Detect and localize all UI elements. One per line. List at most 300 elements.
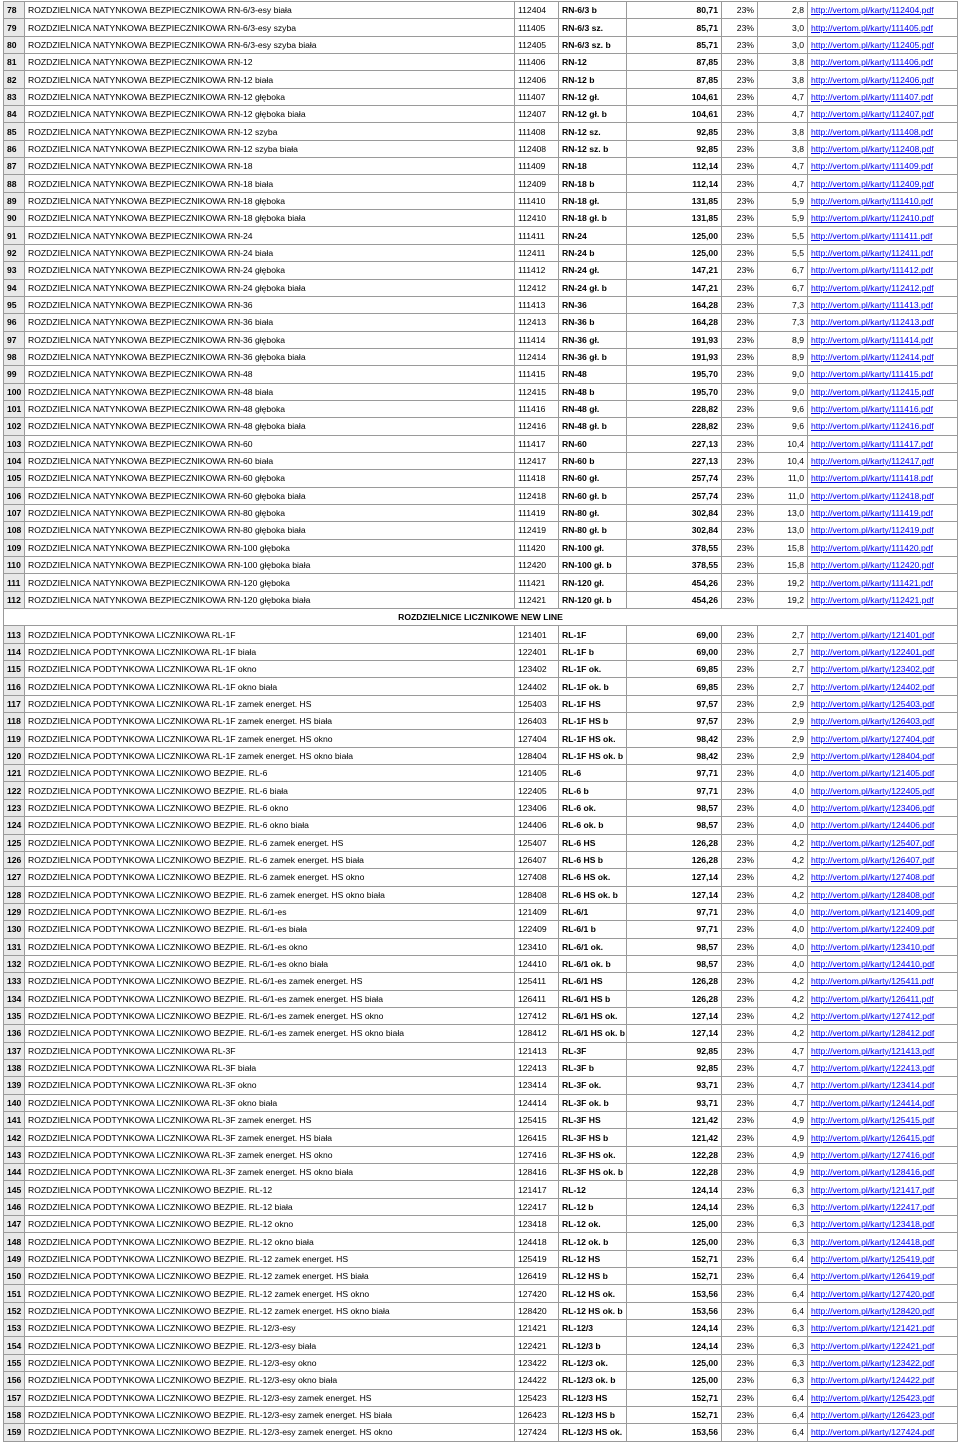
datasheet-link[interactable]: http://vertom.pl/karty/111421.pdf [811, 577, 933, 588]
row-number: 138 [4, 1059, 25, 1076]
table-row [4, 244, 958, 261]
table-row [4, 1268, 958, 1285]
datasheet-link[interactable]: http://vertom.pl/karty/127412.pdf [811, 1011, 935, 1022]
product-name: ROZDZIELNICA NATYNKOWA BEZPIECZNIKOWA RN-60 biała [25, 452, 515, 469]
product-price: 228,82 [627, 418, 722, 435]
vat-rate: 23% [722, 1320, 758, 1337]
product-code: 111415 [515, 366, 559, 383]
product-name: ROZDZIELNICA NATYNKOWA BEZPIECZNIKOWA RN-18 głęboka biała [25, 210, 515, 227]
datasheet-link-cell [808, 765, 958, 782]
product-name: ROZDZIELNICA NATYNKOWA BEZPIECZNIKOWA RN-24 [25, 227, 515, 244]
product-symbol: RN-60 gł. [559, 470, 627, 487]
product-weight: 2,7 [758, 661, 808, 678]
product-name: ROZDZIELNICA NATYNKOWA BEZPIECZNIKOWA RN-36 głęboka [25, 331, 515, 348]
product-weight: 6,3 [758, 1372, 808, 1389]
datasheet-link[interactable]: http://vertom.pl/karty/123410.pdf [811, 941, 935, 952]
datasheet-link[interactable]: http://vertom.pl/karty/112411.pdf [811, 247, 933, 258]
datasheet-link[interactable]: http://vertom.pl/karty/125407.pdf [811, 837, 935, 848]
product-name: ROZDZIELNICA NATYNKOWA BEZPIECZNIKOWA RN-48 głęboka [25, 400, 515, 417]
product-weight: 4,0 [758, 903, 808, 920]
datasheet-link-cell [808, 1025, 958, 1042]
datasheet-link[interactable]: http://vertom.pl/karty/112405.pdf [811, 39, 934, 50]
datasheet-link[interactable]: http://vertom.pl/karty/111420.pdf [811, 542, 933, 553]
datasheet-link[interactable]: http://vertom.pl/karty/112415.pdf [811, 386, 934, 397]
row-number: 131 [4, 938, 25, 955]
product-symbol: RL-6 HS ok. b [559, 886, 627, 903]
section-title: ROZDZIELNICE LICZNIKOWE NEW LINE [4, 609, 958, 626]
product-name: ROZDZIELNICA PODTYNKOWA LICZNIKOWA RL-3F okno biała [25, 1094, 515, 1111]
vat-rate: 23% [722, 1129, 758, 1146]
table-row [4, 765, 958, 782]
vat-rate: 23% [722, 244, 758, 261]
datasheet-link-cell [808, 886, 958, 903]
datasheet-link[interactable]: http://vertom.pl/karty/111413.pdf [811, 300, 933, 311]
datasheet-link[interactable]: http://vertom.pl/karty/112408.pdf [811, 143, 934, 154]
datasheet-link[interactable]: http://vertom.pl/karty/127424.pdf [811, 1427, 935, 1438]
product-name: ROZDZIELNICA PODTYNKOWA LICZNIKOWA RL-3F zamek energet. HS okno [25, 1146, 515, 1163]
product-name: ROZDZIELNICA PODTYNKOWA LICZNIKOWA RL-1F zamek energet. HS biała [25, 713, 515, 730]
datasheet-link[interactable]: http://vertom.pl/karty/126415.pdf [811, 1132, 935, 1143]
product-symbol: RL-3F ok. [559, 1077, 627, 1094]
datasheet-link-cell [808, 539, 958, 556]
table-row [4, 1233, 958, 1250]
product-weight: 2,7 [758, 678, 808, 695]
product-weight: 8,9 [758, 348, 808, 365]
product-price: 112,14 [627, 175, 722, 192]
product-price: 98,57 [627, 938, 722, 955]
product-price: 125,00 [627, 244, 722, 261]
datasheet-link[interactable]: http://vertom.pl/karty/111410.pdf [811, 195, 933, 206]
product-code: 111412 [515, 262, 559, 279]
product-symbol: RL-6/1 HS [559, 973, 627, 990]
datasheet-link-cell [808, 1354, 958, 1371]
product-name: ROZDZIELNICA NATYNKOWA BEZPIECZNIKOWA RN-24 biała [25, 244, 515, 261]
datasheet-link[interactable]: http://vertom.pl/karty/111409.pdf [811, 161, 933, 172]
table-row [4, 227, 958, 244]
product-code: 112415 [515, 383, 559, 400]
datasheet-link[interactable]: http://vertom.pl/karty/127404.pdf [811, 733, 935, 744]
datasheet-link[interactable]: http://vertom.pl/karty/111416.pdf [811, 404, 933, 415]
datasheet-link[interactable]: http://vertom.pl/karty/128420.pdf [811, 1305, 935, 1316]
product-weight: 5,5 [758, 227, 808, 244]
row-number: 91 [4, 227, 25, 244]
product-price: 127,14 [627, 1007, 722, 1024]
datasheet-link[interactable]: http://vertom.pl/karty/122417.pdf [811, 1201, 935, 1212]
product-weight: 4,9 [758, 1129, 808, 1146]
product-code: 112413 [515, 314, 559, 331]
product-rows-rn [4, 2, 958, 609]
datasheet-link-cell [808, 1285, 958, 1302]
product-symbol: RN-48 gł. b [559, 418, 627, 435]
product-weight: 4,0 [758, 817, 808, 834]
row-number: 114 [4, 643, 25, 660]
product-name: ROZDZIELNICA PODTYNKOWA LICZNIKOWO BEZPIE. RL-6/1-es zamek energet. HS okno [25, 1007, 515, 1024]
datasheet-link[interactable]: http://vertom.pl/karty/121421.pdf [811, 1323, 935, 1334]
product-price: 125,00 [627, 227, 722, 244]
datasheet-link[interactable]: http://vertom.pl/karty/111415.pdf [811, 369, 933, 380]
datasheet-link-cell [808, 1320, 958, 1337]
datasheet-link[interactable]: http://vertom.pl/karty/112406.pdf [811, 74, 934, 85]
product-name: ROZDZIELNICA PODTYNKOWA LICZNIKOWO BEZPIE. RL-12/3-esy zamek energet. HS okno [25, 1424, 515, 1441]
table-row [4, 400, 958, 417]
datasheet-link-cell [808, 1389, 958, 1406]
product-weight: 6,3 [758, 1198, 808, 1215]
datasheet-link[interactable]: http://vertom.pl/karty/126423.pdf [811, 1410, 935, 1421]
row-number: 85 [4, 123, 25, 140]
product-name: ROZDZIELNICA PODTYNKOWA LICZNIKOWO BEZPIE. RL-12/3-esy zamek energet. HS [25, 1389, 515, 1406]
product-symbol: RN-24 gł. [559, 262, 627, 279]
product-weight: 11,0 [758, 487, 808, 504]
vat-rate: 23% [722, 886, 758, 903]
product-name: ROZDZIELNICA PODTYNKOWA LICZNIKOWO BEZPIE. RL-12 zamek energet. HS okno [25, 1285, 515, 1302]
product-code: 128420 [515, 1302, 559, 1319]
product-symbol: RL-6/1 ok. [559, 938, 627, 955]
datasheet-link-cell [808, 279, 958, 296]
product-weight: 4,2 [758, 1025, 808, 1042]
datasheet-link[interactable]: http://vertom.pl/karty/128404.pdf [811, 750, 935, 761]
datasheet-link[interactable]: http://vertom.pl/karty/127408.pdf [811, 872, 935, 883]
product-price: 121,42 [627, 1129, 722, 1146]
datasheet-link-cell [808, 869, 958, 886]
product-price: 153,56 [627, 1302, 722, 1319]
product-code: 123402 [515, 661, 559, 678]
product-symbol: RN-60 gł. b [559, 487, 627, 504]
product-price: 98,42 [627, 747, 722, 764]
product-weight: 3,0 [758, 19, 808, 36]
row-number: 140 [4, 1094, 25, 1111]
datasheet-link[interactable]: http://vertom.pl/karty/121417.pdf [811, 1184, 935, 1195]
vat-rate: 23% [722, 522, 758, 539]
row-number: 152 [4, 1302, 25, 1319]
datasheet-link[interactable]: http://vertom.pl/karty/111406.pdf [811, 57, 933, 68]
row-number: 82 [4, 71, 25, 88]
datasheet-link[interactable]: http://vertom.pl/karty/121409.pdf [811, 907, 935, 918]
product-name: ROZDZIELNICA PODTYNKOWA LICZNIKOWO BEZPIE. RL-6 zamek energet. HS [25, 834, 515, 851]
product-price: 378,55 [627, 557, 722, 574]
product-code: 124414 [515, 1094, 559, 1111]
datasheet-link[interactable]: http://vertom.pl/karty/125411.pdf [811, 976, 934, 987]
product-code: 123418 [515, 1216, 559, 1233]
product-name: ROZDZIELNICA PODTYNKOWA LICZNIKOWA RL-3F biała [25, 1059, 515, 1076]
product-symbol: RN-80 gł. [559, 504, 627, 521]
datasheet-link[interactable]: http://vertom.pl/karty/124422.pdf [811, 1375, 935, 1386]
row-number: 129 [4, 903, 25, 920]
vat-rate: 23% [722, 1250, 758, 1267]
datasheet-link[interactable]: http://vertom.pl/karty/128412.pdf [811, 1028, 935, 1039]
datasheet-link[interactable]: http://vertom.pl/karty/124418.pdf [811, 1236, 935, 1247]
datasheet-link[interactable]: http://vertom.pl/karty/111407.pdf [811, 91, 933, 102]
vat-rate: 23% [722, 1025, 758, 1042]
product-code: 125419 [515, 1250, 559, 1267]
datasheet-link[interactable]: http://vertom.pl/karty/123418.pdf [811, 1219, 935, 1230]
datasheet-link[interactable]: http://vertom.pl/karty/111417.pdf [811, 438, 933, 449]
datasheet-link[interactable]: http://vertom.pl/karty/122401.pdf [811, 646, 935, 657]
product-weight: 2,9 [758, 747, 808, 764]
datasheet-link-cell [808, 348, 958, 365]
datasheet-link[interactable]: http://vertom.pl/karty/112410.pdf [811, 213, 934, 224]
datasheet-link[interactable]: http://vertom.pl/karty/124402.pdf [811, 681, 935, 692]
datasheet-link[interactable]: http://vertom.pl/karty/112421.pdf [811, 594, 934, 605]
product-code: 111420 [515, 539, 559, 556]
table-row [4, 921, 958, 938]
datasheet-link-cell [808, 851, 958, 868]
product-symbol: RL-6/1 HS b [559, 990, 627, 1007]
product-name: ROZDZIELNICA PODTYNKOWA LICZNIKOWO BEZPIE. RL-6 biała [25, 782, 515, 799]
product-weight: 4,9 [758, 1146, 808, 1163]
row-number: 99 [4, 366, 25, 383]
datasheet-link[interactable]: http://vertom.pl/karty/127420.pdf [811, 1288, 935, 1299]
product-symbol: RL-3F HS ok. b [559, 1164, 627, 1181]
product-weight: 6,4 [758, 1302, 808, 1319]
datasheet-link[interactable]: http://vertom.pl/karty/121413.pdf [811, 1045, 935, 1056]
vat-rate: 23% [722, 1077, 758, 1094]
datasheet-link[interactable]: http://vertom.pl/karty/128416.pdf [811, 1167, 935, 1178]
vat-rate: 23% [722, 106, 758, 123]
product-code: 111410 [515, 192, 559, 209]
datasheet-link[interactable]: http://vertom.pl/karty/112414.pdf [811, 352, 934, 363]
product-code: 126411 [515, 990, 559, 1007]
product-price: 152,71 [627, 1406, 722, 1423]
product-code: 122413 [515, 1059, 559, 1076]
table-row [4, 1077, 958, 1094]
product-symbol: RL-12 HS [559, 1250, 627, 1267]
product-weight: 4,9 [758, 1112, 808, 1129]
datasheet-link[interactable]: http://vertom.pl/karty/125419.pdf [811, 1253, 935, 1264]
table-row [4, 1198, 958, 1215]
datasheet-link[interactable]: http://vertom.pl/karty/112409.pdf [811, 178, 934, 189]
row-number: 103 [4, 435, 25, 452]
datasheet-link[interactable]: http://vertom.pl/karty/111412.pdf [811, 265, 933, 276]
row-number: 144 [4, 1164, 25, 1181]
datasheet-link-cell [808, 695, 958, 712]
product-weight: 9,6 [758, 418, 808, 435]
datasheet-link[interactable]: http://vertom.pl/karty/127416.pdf [811, 1149, 935, 1160]
datasheet-link[interactable]: http://vertom.pl/karty/112418.pdf [811, 490, 934, 501]
product-symbol: RL-12 [559, 1181, 627, 1198]
product-price: 69,85 [627, 678, 722, 695]
datasheet-link[interactable]: http://vertom.pl/karty/121401.pdf [811, 629, 935, 640]
datasheet-link[interactable]: http://vertom.pl/karty/124414.pdf [811, 1097, 935, 1108]
product-weight: 4,0 [758, 955, 808, 972]
table-row [4, 1406, 958, 1423]
datasheet-link[interactable]: http://vertom.pl/karty/121405.pdf [811, 768, 935, 779]
product-code: 127424 [515, 1424, 559, 1441]
vat-rate: 23% [722, 418, 758, 435]
datasheet-link[interactable]: http://vertom.pl/karty/111405.pdf [811, 22, 933, 33]
datasheet-link-cell [808, 626, 958, 643]
product-name: ROZDZIELNICA PODTYNKOWA LICZNIKOWO BEZPIE. RL-12 zamek energet. HS biała [25, 1268, 515, 1285]
table-row [4, 851, 958, 868]
datasheet-link-cell [808, 591, 958, 608]
datasheet-link[interactable]: http://vertom.pl/karty/112407.pdf [811, 109, 934, 120]
datasheet-link-cell [808, 990, 958, 1007]
product-code: 111414 [515, 331, 559, 348]
product-price: 131,85 [627, 210, 722, 227]
product-symbol: RN-12 sz. [559, 123, 627, 140]
table-row [4, 539, 958, 556]
product-code: 112411 [515, 244, 559, 261]
datasheet-link[interactable]: http://vertom.pl/karty/123414.pdf [811, 1080, 935, 1091]
table-row [4, 175, 958, 192]
vat-rate: 23% [722, 366, 758, 383]
row-number: 81 [4, 54, 25, 71]
datasheet-link[interactable]: http://vertom.pl/karty/111411.pdf [811, 230, 933, 241]
datasheet-link[interactable]: http://vertom.pl/karty/125403.pdf [811, 698, 935, 709]
product-name: ROZDZIELNICA NATYNKOWA BEZPIECZNIKOWA RN-12 szyba biała [25, 140, 515, 157]
datasheet-link-cell [808, 938, 958, 955]
datasheet-link-cell [808, 418, 958, 435]
product-weight: 4,7 [758, 1094, 808, 1111]
product-code: 124418 [515, 1233, 559, 1250]
table-row [4, 1354, 958, 1371]
vat-rate: 23% [722, 1424, 758, 1441]
product-name: ROZDZIELNICA PODTYNKOWA LICZNIKOWA RL-3F zamek energet. HS okno biała [25, 1164, 515, 1181]
datasheet-link-cell [808, 192, 958, 209]
datasheet-link[interactable]: http://vertom.pl/karty/122421.pdf [811, 1340, 935, 1351]
datasheet-link[interactable]: http://vertom.pl/karty/122405.pdf [811, 785, 935, 796]
datasheet-link-cell [808, 799, 958, 816]
datasheet-link-cell [808, 1424, 958, 1441]
datasheet-link[interactable]: http://vertom.pl/karty/125415.pdf [811, 1115, 935, 1126]
product-weight: 6,4 [758, 1389, 808, 1406]
product-weight: 3,8 [758, 123, 808, 140]
product-weight: 4,0 [758, 782, 808, 799]
datasheet-link-cell [808, 296, 958, 313]
product-weight: 19,2 [758, 591, 808, 608]
datasheet-link[interactable]: http://vertom.pl/karty/124406.pdf [811, 820, 935, 831]
row-number: 132 [4, 955, 25, 972]
product-symbol: RL-12/3 ok. [559, 1354, 627, 1371]
datasheet-link[interactable]: http://vertom.pl/karty/123422.pdf [811, 1357, 935, 1368]
product-symbol: RN-36 [559, 296, 627, 313]
datasheet-link[interactable]: http://vertom.pl/karty/123402.pdf [811, 664, 935, 675]
datasheet-link[interactable]: http://vertom.pl/karty/112412.pdf [811, 282, 934, 293]
datasheet-link[interactable]: http://vertom.pl/karty/112419.pdf [811, 525, 934, 536]
row-number: 119 [4, 730, 25, 747]
table-row [4, 1389, 958, 1406]
product-price: 80,71 [627, 2, 722, 19]
product-weight: 6,3 [758, 1233, 808, 1250]
product-name: ROZDZIELNICA NATYNKOWA BEZPIECZNIKOWA RN-12 głęboka biała [25, 106, 515, 123]
product-name: ROZDZIELNICA PODTYNKOWA LICZNIKOWA RL-3F [25, 1042, 515, 1059]
row-number: 107 [4, 504, 25, 521]
product-weight: 7,3 [758, 314, 808, 331]
product-price: 131,85 [627, 192, 722, 209]
row-number: 105 [4, 470, 25, 487]
product-code: 111408 [515, 123, 559, 140]
product-symbol: RN-48 [559, 366, 627, 383]
datasheet-link[interactable]: http://vertom.pl/karty/111408.pdf [811, 126, 933, 137]
product-name: ROZDZIELNICA PODTYNKOWA LICZNIKOWO BEZPIE. RL-6 okno biała [25, 817, 515, 834]
product-name: ROZDZIELNICA PODTYNKOWA LICZNIKOWA RL-1F zamek energet. HS okno [25, 730, 515, 747]
datasheet-link[interactable]: http://vertom.pl/karty/123406.pdf [811, 802, 935, 813]
datasheet-link[interactable]: http://vertom.pl/karty/111418.pdf [811, 473, 933, 484]
vat-rate: 23% [722, 400, 758, 417]
row-number: 102 [4, 418, 25, 435]
vat-rate: 23% [722, 192, 758, 209]
product-symbol: RL-3F b [559, 1059, 627, 1076]
datasheet-link-cell [808, 175, 958, 192]
product-name: ROZDZIELNICA NATYNKOWA BEZPIECZNIKOWA RN-18 biała [25, 175, 515, 192]
product-price: 153,56 [627, 1424, 722, 1441]
product-code: 127412 [515, 1007, 559, 1024]
vat-rate: 23% [722, 1354, 758, 1371]
datasheet-link[interactable]: http://vertom.pl/karty/122409.pdf [811, 924, 935, 935]
datasheet-link[interactable]: http://vertom.pl/karty/112404.pdf [811, 5, 934, 16]
vat-rate: 23% [722, 817, 758, 834]
table-row [4, 557, 958, 574]
product-code: 124410 [515, 955, 559, 972]
product-name: ROZDZIELNICA PODTYNKOWA LICZNIKOWO BEZPIE. RL-6 [25, 765, 515, 782]
datasheet-link[interactable]: http://vertom.pl/karty/112413.pdf [811, 317, 934, 328]
datasheet-link[interactable]: http://vertom.pl/karty/124410.pdf [811, 959, 935, 970]
table-row [4, 71, 958, 88]
datasheet-link[interactable]: http://vertom.pl/karty/122413.pdf [811, 1063, 935, 1074]
datasheet-link[interactable]: http://vertom.pl/karty/111414.pdf [811, 334, 933, 345]
product-code: 112410 [515, 210, 559, 227]
product-weight: 8,9 [758, 331, 808, 348]
product-code: 112412 [515, 279, 559, 296]
row-number: 97 [4, 331, 25, 348]
product-weight: 6,7 [758, 262, 808, 279]
datasheet-link[interactable]: http://vertom.pl/karty/111419.pdf [811, 508, 933, 519]
datasheet-link[interactable]: http://vertom.pl/karty/112420.pdf [811, 560, 934, 571]
datasheet-link[interactable]: http://vertom.pl/karty/126403.pdf [811, 716, 935, 727]
datasheet-link[interactable]: http://vertom.pl/karty/125423.pdf [811, 1392, 935, 1403]
product-symbol: RN-18 [559, 158, 627, 175]
product-name: ROZDZIELNICA NATYNKOWA BEZPIECZNIKOWA RN-80 głęboka biała [25, 522, 515, 539]
datasheet-link[interactable]: http://vertom.pl/karty/126411.pdf [811, 993, 934, 1004]
product-price: 227,13 [627, 452, 722, 469]
row-number: 143 [4, 1146, 25, 1163]
datasheet-link[interactable]: http://vertom.pl/karty/126407.pdf [811, 855, 935, 866]
product-symbol: RN-60 [559, 435, 627, 452]
product-price: 92,85 [627, 140, 722, 157]
datasheet-link[interactable]: http://vertom.pl/karty/126419.pdf [811, 1271, 935, 1282]
product-symbol: RN-12 sz. b [559, 140, 627, 157]
table-row [4, 1112, 958, 1129]
product-price: 454,26 [627, 574, 722, 591]
product-code: 121401 [515, 626, 559, 643]
product-weight: 6,3 [758, 1337, 808, 1354]
datasheet-link[interactable]: http://vertom.pl/karty/112417.pdf [811, 456, 934, 467]
datasheet-link[interactable]: http://vertom.pl/karty/112416.pdf [811, 421, 934, 432]
table-row [4, 36, 958, 53]
row-number: 155 [4, 1354, 25, 1371]
vat-rate: 23% [722, 782, 758, 799]
table-row [4, 296, 958, 313]
vat-rate: 23% [722, 747, 758, 764]
table-row [4, 869, 958, 886]
datasheet-link-cell [808, 2, 958, 19]
table-row [4, 1164, 958, 1181]
product-name: ROZDZIELNICA NATYNKOWA BEZPIECZNIKOWA RN-24 głęboka [25, 262, 515, 279]
product-weight: 6,4 [758, 1268, 808, 1285]
product-price: 126,28 [627, 990, 722, 1007]
datasheet-link[interactable]: http://vertom.pl/karty/128408.pdf [811, 889, 935, 900]
product-weight: 2,9 [758, 730, 808, 747]
product-code: 122401 [515, 643, 559, 660]
table-row [4, 2, 958, 19]
vat-rate: 23% [722, 1268, 758, 1285]
product-weight: 4,2 [758, 851, 808, 868]
product-code: 127416 [515, 1146, 559, 1163]
product-code: 121421 [515, 1320, 559, 1337]
row-number: 113 [4, 626, 25, 643]
datasheet-link-cell [808, 1233, 958, 1250]
product-symbol: RN-18 b [559, 175, 627, 192]
table-row [4, 678, 958, 695]
